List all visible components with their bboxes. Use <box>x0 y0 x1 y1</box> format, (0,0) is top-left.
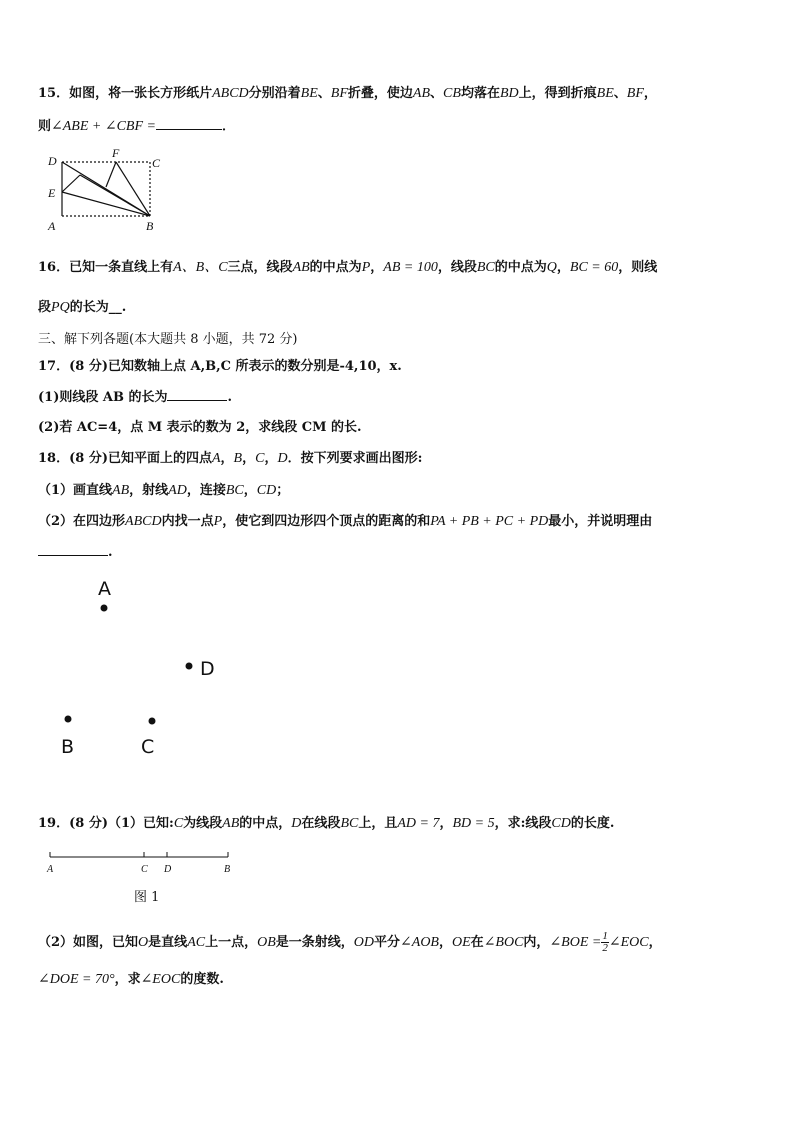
q18-text: ， <box>220 451 234 466</box>
q19-text: ， <box>439 816 453 831</box>
q18-text: ，射线 <box>129 483 169 498</box>
q16-text: 段 <box>38 300 52 315</box>
q19-math: C <box>173 816 184 831</box>
q18-math: C <box>255 451 265 466</box>
q19-line3 <box>38 968 224 988</box>
q19-text: ，求:线段 <box>494 816 552 831</box>
q19-text: 内， <box>523 935 550 950</box>
q15-text: ， <box>643 86 657 101</box>
q16-math: BC = 60 <box>569 260 619 275</box>
q15-math: AB <box>412 86 431 101</box>
fig-fold-line <box>62 175 80 192</box>
q15-text: 则 <box>38 119 52 134</box>
fig-label-b: B <box>146 219 154 233</box>
fig-label-c: C <box>152 156 161 170</box>
point-b <box>65 716 72 723</box>
q18-math: AD <box>168 483 187 498</box>
fraction-denominator: 2 <box>602 942 608 954</box>
q17-text: . <box>227 390 233 405</box>
q19-text: （2）如图，已知 <box>38 935 139 950</box>
q19-math: AB <box>222 816 240 831</box>
point-d <box>186 663 193 670</box>
q19-math: O <box>138 935 149 950</box>
q18-math: P <box>213 514 223 529</box>
q16-math: A、B、C <box>173 260 228 275</box>
q18-text: ，连接 <box>186 483 226 498</box>
q19-text: 在 <box>470 935 484 950</box>
q18-points-figure <box>50 570 250 770</box>
fig-fold-line <box>106 162 116 187</box>
section-heading: 三、解下列各题(本大题共 8 小题，共 72 分) <box>38 332 298 347</box>
figure-caption: 图 1 <box>134 890 160 905</box>
q19-text: 的长度. <box>570 816 615 831</box>
q16-math: AB = 100 <box>383 260 438 275</box>
q19-math: ∠AOB <box>400 935 439 950</box>
q19-text: 是一条射线， <box>275 935 354 950</box>
q18-text: 最小，并说明理由 <box>548 514 653 529</box>
q19-math: ∠BOE = <box>549 935 602 950</box>
q19-math: ∠EOC <box>608 935 649 950</box>
q19-text: ，求 <box>114 972 141 987</box>
q18-text: ，使它到四边形四个顶点的距离的和 <box>222 514 431 529</box>
q19-line2 <box>38 931 662 954</box>
q15-text: 均落在 <box>460 86 500 101</box>
q19-math: BD = 5 <box>452 816 495 831</box>
q15-text: ． <box>221 119 235 134</box>
q18-text: ， <box>242 451 256 466</box>
q19-math: AC <box>187 935 206 950</box>
q16-math: AB <box>292 260 310 275</box>
q18-math: PA + PB + PC + PD <box>430 514 549 529</box>
q16-math: BC <box>476 260 495 275</box>
q18-sub2 <box>38 510 652 530</box>
q19-text: 是直线 <box>148 935 188 950</box>
q19-line1 <box>38 812 614 832</box>
fig-label-d: D <box>48 154 57 168</box>
q16-text: ， <box>370 260 384 275</box>
q16-text: ，则线 <box>618 260 658 275</box>
answer-blank[interactable] <box>167 388 227 401</box>
seg-label-b: B <box>224 864 231 875</box>
q18-text: 18．(8 分)已知平面上的四点 <box>38 451 212 466</box>
q16-text: ， <box>556 260 570 275</box>
q16-math: P <box>361 260 371 275</box>
q17-line3: (2)若 AC=4，点 M 表示的数为 2，求线段 CM 的长. <box>38 420 362 435</box>
q16-text: 的中点为 <box>494 260 547 275</box>
q18-line1 <box>38 447 422 467</box>
q15-math: CB <box>443 86 461 101</box>
q18-blank-line <box>38 543 113 560</box>
answer-blank[interactable] <box>38 543 108 556</box>
q19-text: 的中点， <box>239 816 292 831</box>
q17-line2 <box>38 386 232 405</box>
q15-math: BD <box>499 86 519 101</box>
q16-text: 的中点为 <box>309 260 362 275</box>
q18-text: ； <box>276 483 290 498</box>
q19-math: BC <box>340 816 359 831</box>
q18-math: BC <box>225 483 244 498</box>
q16-line2 <box>38 296 126 316</box>
q18-text: ， <box>243 483 257 498</box>
q15-text: 、 <box>430 86 444 101</box>
q19-math: ∠DOE = 70° <box>38 972 115 987</box>
q19-math: D <box>291 816 302 831</box>
q18-math: CD <box>256 483 277 498</box>
q16-math: PQ <box>51 300 70 315</box>
answer-blank[interactable] <box>156 117 222 130</box>
q19-math: AD = 7 <box>397 816 440 831</box>
q15-text: 、 <box>613 86 627 101</box>
q19-text: 的度数. <box>180 972 224 987</box>
fig-label-e: E <box>48 186 56 200</box>
q19-math: ∠EOC <box>140 972 181 987</box>
fraction-numerator: 1 <box>602 930 608 942</box>
q15-text: 分别沿着 <box>248 86 301 101</box>
q16-line1 <box>38 256 657 276</box>
point-c <box>149 718 156 725</box>
q15-math: BE <box>596 86 614 101</box>
q19-text: 在线段 <box>301 816 341 831</box>
fraction-one-half <box>601 931 609 954</box>
seg-label-a: A <box>47 864 54 875</box>
q19-text: 上，且 <box>358 816 398 831</box>
q18-text: ．按下列要求画出图形: <box>287 451 423 466</box>
q19-text: ， <box>648 935 662 950</box>
q15-text: 、 <box>317 86 331 101</box>
q15-math: BF <box>626 86 644 101</box>
q15-figure <box>40 145 170 235</box>
point-label-b: B <box>61 736 75 758</box>
q18-text: （1）画直线 <box>38 483 113 498</box>
q19-segment-figure <box>44 848 244 908</box>
seg-label-c: C <box>141 864 148 875</box>
q18-math: B <box>233 451 243 466</box>
point-a <box>101 605 108 612</box>
q19-math: CD <box>551 816 571 831</box>
q18-math: ABCD <box>125 514 162 529</box>
q18-sub1 <box>38 479 289 499</box>
q18-math: D <box>277 451 288 466</box>
q19-text: 19．(8 分)（1）已知: <box>38 816 174 831</box>
q19-text: 平分 <box>374 935 401 950</box>
q19-math: OE <box>452 935 471 950</box>
q15-math: BE <box>300 86 318 101</box>
point-label-d: D <box>200 658 215 680</box>
q19-text: 为线段 <box>183 816 223 831</box>
q15-line2 <box>38 115 235 135</box>
q18-math: A <box>211 451 221 466</box>
q19-math: ∠BOC <box>483 935 524 950</box>
q17-line1: 17．(8 分)已知数轴上点 A,B,C 所表示的数分别是-4,10，x. <box>38 359 402 374</box>
q16-math: Q <box>546 260 557 275</box>
q15-text: 上，得到折痕 <box>518 86 597 101</box>
point-label-a: A <box>98 578 111 600</box>
fig-label-f: F <box>112 146 120 160</box>
q15-math: ABCD <box>212 86 249 101</box>
fig-label-a: A <box>48 219 56 233</box>
q16-text: 三点，线段 <box>227 260 293 275</box>
q16-text: 的长为__. <box>69 300 127 315</box>
q16-text: 16．已知一条直线上有 <box>38 260 174 275</box>
q19-text: 上一点， <box>205 935 258 950</box>
q18-text: （2）在四边形 <box>38 514 126 529</box>
q16-text: ，线段 <box>437 260 477 275</box>
q18-math: AB <box>112 483 130 498</box>
q15-line1 <box>38 82 657 102</box>
q18-text: . <box>108 545 113 560</box>
q19-math: OB <box>257 935 276 950</box>
q19-text: ， <box>438 935 452 950</box>
seg-label-d: D <box>164 864 172 875</box>
point-label-c: C <box>141 736 155 758</box>
q15-text: 15．如图，将一张长方形纸片 <box>38 86 213 101</box>
fig-fold-line <box>80 175 150 216</box>
q18-text: 内找一点 <box>161 514 214 529</box>
q15-math: BF <box>330 86 348 101</box>
q15-text: 折叠，使边 <box>347 86 413 101</box>
q17-text: (1)则线段 AB 的长为 <box>38 390 168 405</box>
q19-math: OD <box>353 935 375 950</box>
q15-expression: ∠ABE + ∠CBF = <box>51 119 156 134</box>
q18-text: ， <box>264 451 278 466</box>
